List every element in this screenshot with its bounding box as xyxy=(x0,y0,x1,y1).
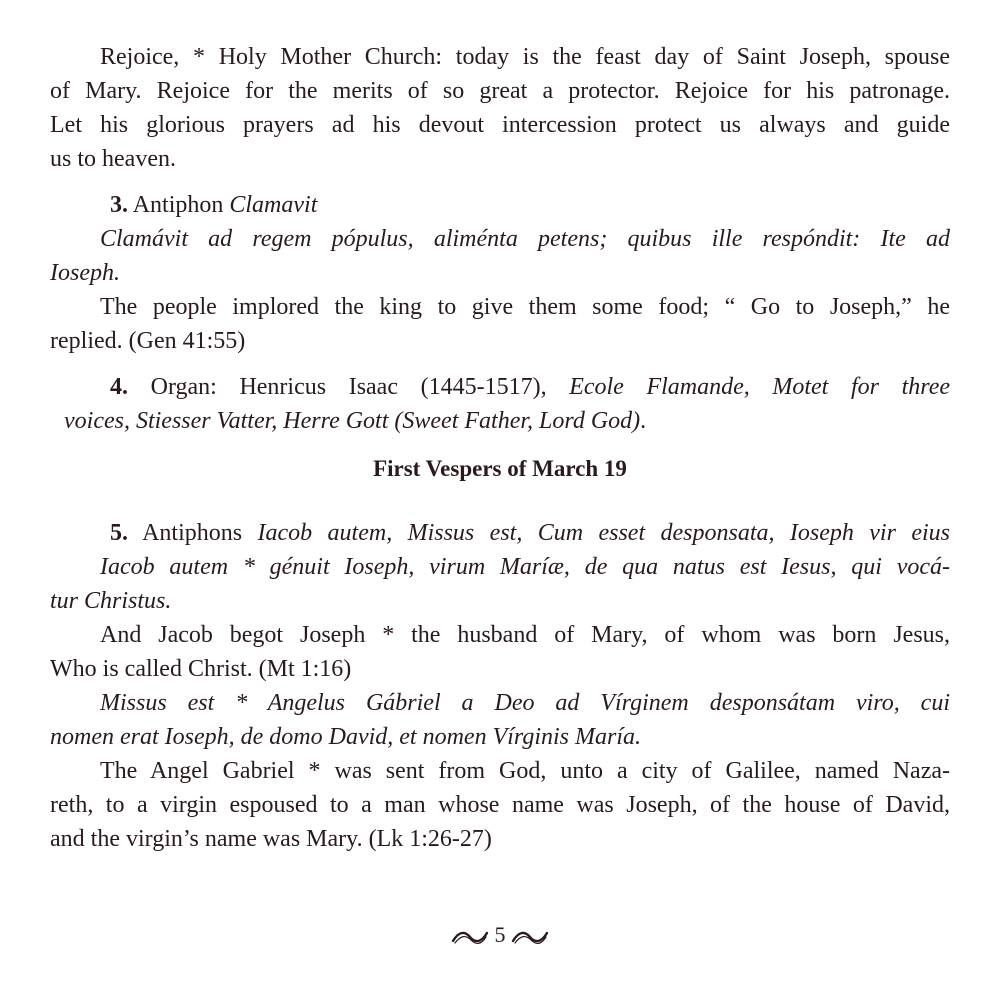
text-line: Let his glorious prayers ad his devout intercession protect us always and guide xyxy=(50,112,950,138)
page-footer xyxy=(0,920,1000,950)
text-line: us to heaven. xyxy=(50,146,176,172)
item-4-line xyxy=(50,404,950,438)
english-text-line: replied. (Gen 41:55) xyxy=(50,328,246,354)
item-label: Antiphon xyxy=(132,192,224,218)
latin-text-line: Clamávit ad regem pópulus, aliménta petens; quibus ille respóndit: Ite ad xyxy=(100,226,950,252)
item-italic-text: Ecole Flamande, Motet for three xyxy=(569,374,950,400)
english-text-line: Who is called Christ. (Mt 1:16) xyxy=(50,656,352,682)
item-label: Antiphons xyxy=(142,520,243,546)
item-3-antiphon xyxy=(50,188,950,358)
rejoice-paragraph xyxy=(50,40,950,176)
item-title: Clamavit xyxy=(229,192,318,218)
text-line: Rejoice, * Holy Mother Church: today is the feast day of Saint Joseph, spouse xyxy=(100,44,950,70)
latin-text-line: Iacob autem * génuit Ioseph, virum Maríæ, de qua natus est Iesus, qui vocá- xyxy=(100,554,950,580)
english-text-line: reth, to a virgin espoused to a man whose name was Joseph, of the house of David, xyxy=(50,792,950,818)
english-text-line: and the virgin’s name was Mary. (Lk 1:26-27) xyxy=(50,826,492,852)
item-titles: Iacob autem, Missus est, Cum esset desponsata, Ioseph vir eius xyxy=(257,520,950,546)
latin-text-line: nomen erat Ioseph, de domo David, et nomen Vírginis María. xyxy=(50,724,642,750)
swash-ornament-icon xyxy=(451,929,489,945)
item-3-heading xyxy=(50,188,950,222)
page-content xyxy=(50,40,950,856)
english-text-line: The people implored the king to give them some food; “ Go to Joseph,” he xyxy=(100,294,950,320)
item-number: 4. xyxy=(110,374,128,400)
latin-text-line: Missus est * Angelus Gábriel a Deo ad Vírginem desponsátam viro, cui xyxy=(100,690,950,716)
latin-text-line: Ioseph. xyxy=(50,260,120,286)
swash-ornament-icon xyxy=(511,929,549,945)
item-text: Organ: Henricus Isaac (1445-1517), xyxy=(150,374,547,400)
item-5-heading xyxy=(50,516,950,550)
page-number: 5 xyxy=(494,922,506,947)
section-heading: First Vespers of March 19 xyxy=(373,456,627,481)
item-5-antiphons xyxy=(50,516,950,856)
item-4-organ xyxy=(50,370,950,438)
english-text-line: The Angel Gabriel * was sent from God, unto a city of Galilee, named Naza- xyxy=(100,758,950,784)
latin-text-line: tur Christus. xyxy=(50,588,172,614)
text-line: of Mary. Rejoice for the merits of so great a protector. Rejoice for his patronage. xyxy=(50,78,950,104)
item-end: . xyxy=(640,408,647,434)
item-italic-text: voices, Stiesser Vatter, Herre Gott (Sweet Father, Lord God) xyxy=(64,408,641,434)
item-4-line xyxy=(50,370,950,404)
english-text-line: And Jacob begot Joseph * the husband of Mary, of whom was born Jesus, xyxy=(100,622,950,648)
item-number: 3. xyxy=(110,192,128,218)
item-number: 5. xyxy=(110,520,128,546)
